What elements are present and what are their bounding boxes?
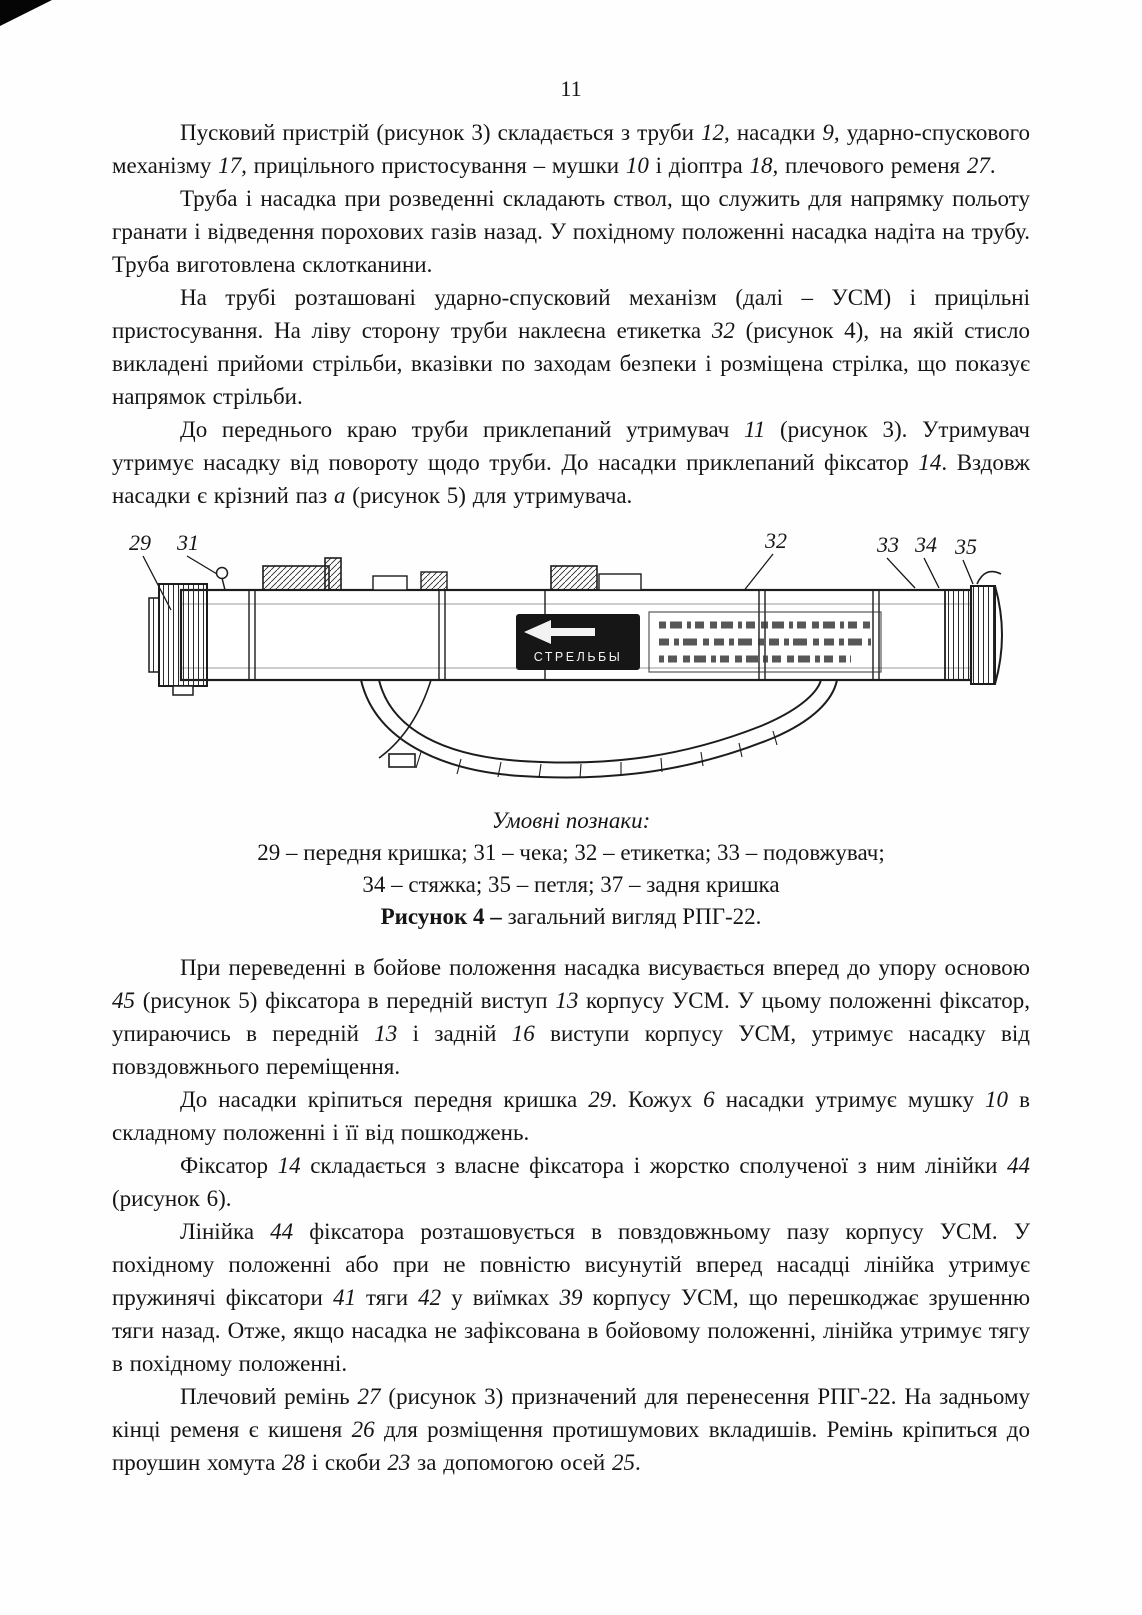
callout-29: 29 — [129, 530, 151, 555]
figure-rpg22 — [121, 528, 1021, 803]
figure-drawing — [121, 528, 1021, 798]
callout-34: 34 — [915, 532, 937, 557]
paragraph-retainer: До переднього краю труби приклепаний утримувач 11 (рисунок 3). Утримувач утримує насадку від повороту щодо труби. До насадки приклепаний фіксатор 14. Вздовж насадки є крізний паз а (рисунок 5) для утримувача. — [112, 417, 1031, 508]
paragraph-ruler: Лінійка 44 фіксатора розташовується в повздовжньому пазу корпусу УСМ. У похідному положенні або при не повністю висунутій вперед насадці лінійка утримує пружинячі фіксатори 41 тяги 42 у виїмках 39 корпусу УСМ, що перешкоджає зрушенню тяги назад. Отже, якщо насадка не зафіксована в бойовому положенні, лінійка утримує тягу в похідному положенні. — [112, 1219, 1031, 1376]
paragraph-tube-nozzle: Труба і насадка при розведенні складають ствол, що служить для напрямку польоту гранати і відведення порохових газів назад. У похідному положенні насадка надіта на трубу. Труба виготовлена склотканини. — [112, 186, 1030, 277]
scan-artifact — [0, 0, 52, 26]
paragraph-fixator: Фіксатор 14 складається з власне фіксатора і жорстко сполученої з ним лінійки 44 (рисунок 6). — [112, 1153, 1030, 1211]
callout-35: 35 — [955, 534, 977, 559]
figure-legend-line-2: 34 – стяжка; 35 – петля; 37 – задня кришка — [362, 872, 780, 897]
figure-legend-title: Умовні познаки: — [491, 808, 651, 833]
paragraph-front-cover: До насадки кріпиться передня кришка 29. Кожух 6 насадки утримує мушку 10 в складному положенні і її від пошкоджень. — [112, 1087, 1030, 1145]
figure-caption: Рисунок 4 – загальний вигляд РПГ-22. — [380, 904, 762, 929]
direction-plate — [516, 614, 640, 670]
front-cover — [149, 584, 207, 695]
page-number: 11 — [560, 76, 582, 101]
plate-text: СТРЕЛЬБЫ — [533, 650, 623, 664]
figure-legend-line-1: 29 – передня кришка; 31 – чека; 32 – етикетка; 33 – подовжувач; — [257, 840, 885, 865]
shoulder-strap — [361, 680, 837, 778]
paragraph-combat-position: При переведенні в бойове положення насадка висувається вперед до упору основою 45 (рисунок 5) фіксатора в передній виступ 13 корпусу УСМ. У цьому положенні фіксатор, упираючись в передній 13 і задній 16 виступи корпусу УСМ, утримує насадку від повздовжнього переміщення. — [112, 955, 1030, 1079]
paragraph-launcher-parts: Пусковий пристрій (рисунок 3) складається з труби 12, насадки 9, ударно-спускового механізму 17, прицільного пристосування – мушки 10 і діоптра 18, плечового ременя 27. — [112, 120, 1030, 178]
paragraph-usm-label: На трубі розташовані ударно-спусковий механізм (далі – УСМ) і прицільні пристосування. На ліву сторону труби наклеєна етикетка 32 (рисунок 4), на якій стисло викладені прийоми стрільби, вказівки по заходам безпеки і розміщена стрілка, що показує напрямок стрільби. — [112, 285, 1030, 409]
callout-31: 31 — [177, 530, 199, 555]
rear-cover — [945, 572, 1002, 684]
loop-petlya — [977, 572, 1001, 584]
callout-33: 33 — [877, 532, 899, 557]
paragraph-shoulder-strap: Плечовий ремінь 27 (рисунок 3) призначений для перенесення РПГ-22. На задньому кінці ременя є кишеня 26 для розміщення протишумових вкладишів. Ремінь кріпиться до проушин хомута 28 і скоби 23 за допомогою осей 25. — [112, 1384, 1031, 1475]
callout-32: 32 — [765, 528, 787, 553]
top-fittings — [263, 558, 641, 590]
cheka-pin — [217, 568, 228, 591]
